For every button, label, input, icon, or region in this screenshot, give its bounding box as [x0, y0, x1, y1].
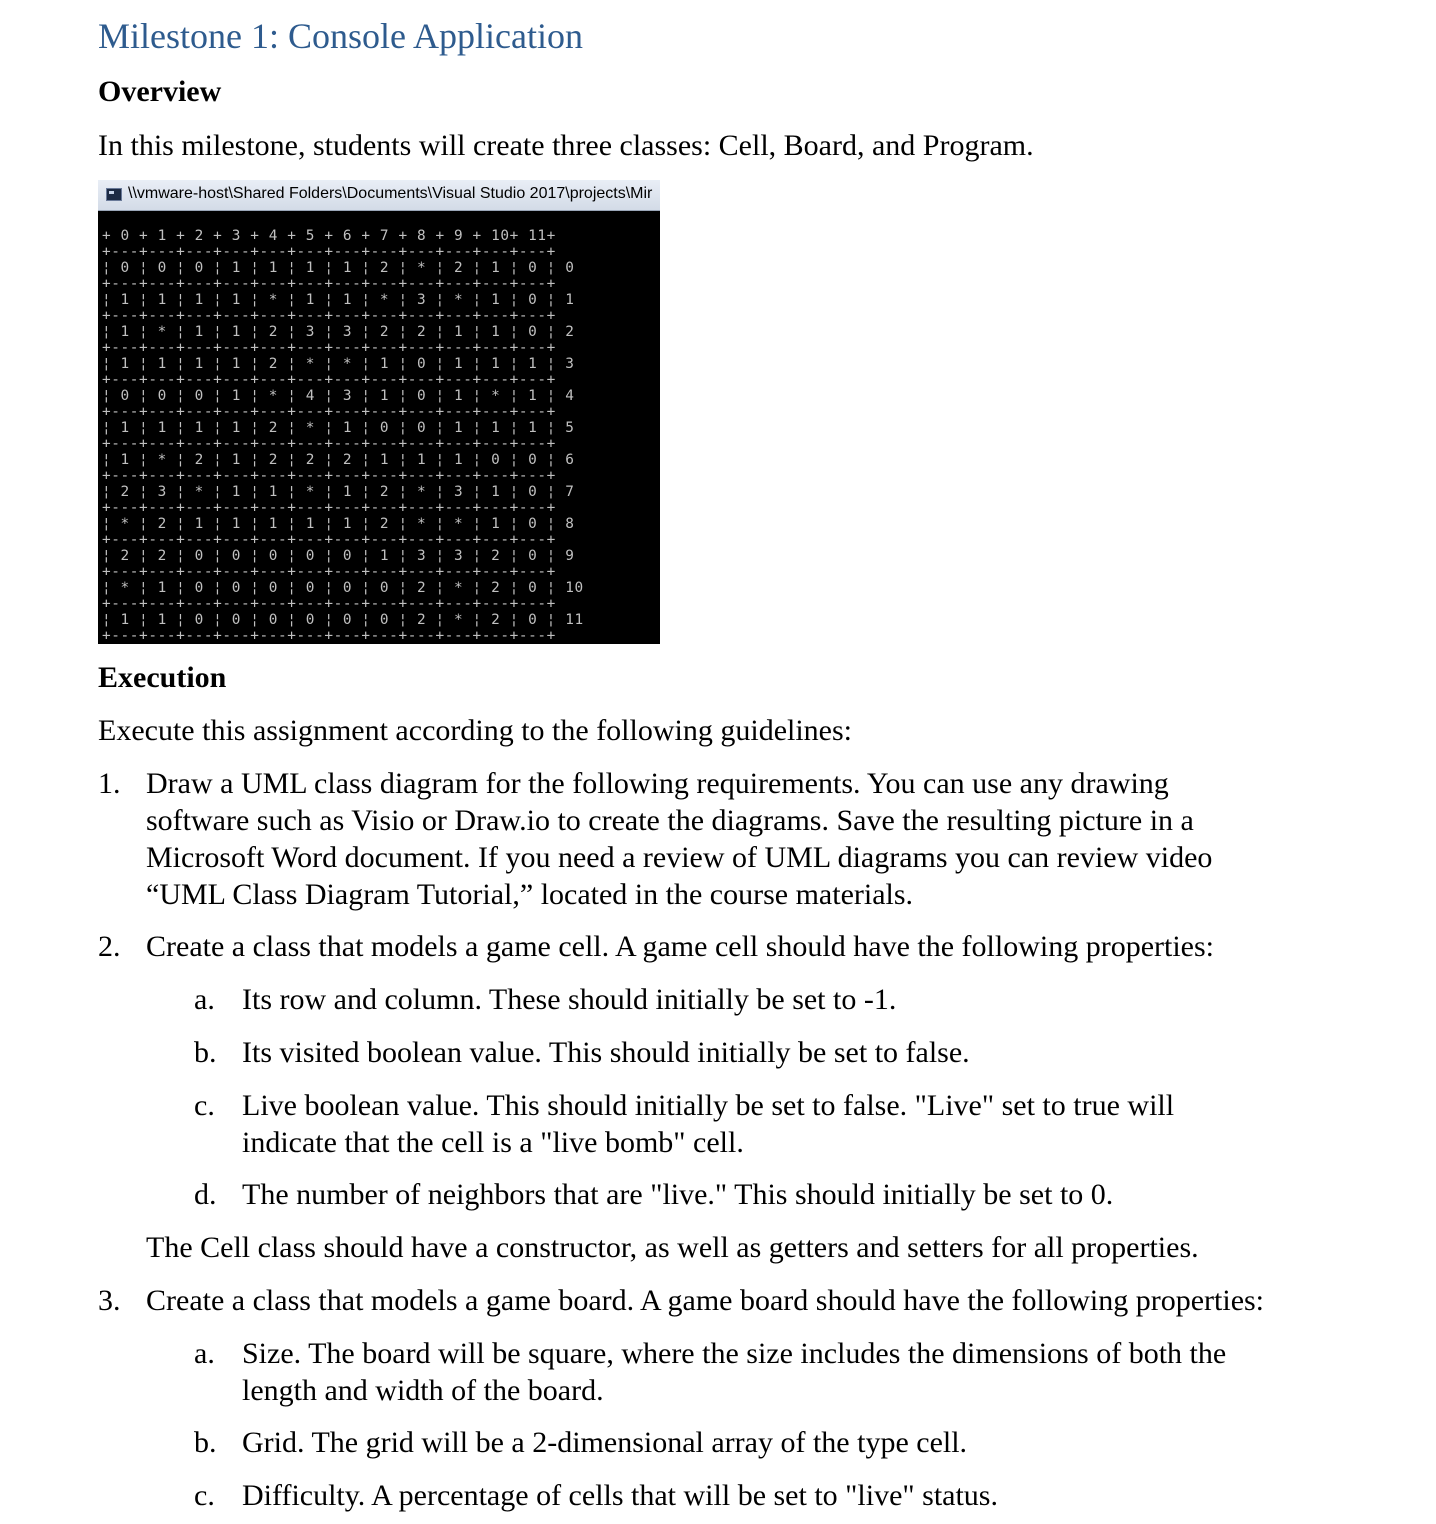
item2-sub-b-line-1: Its visited boolean value. This should initially be set to false. [242, 1036, 970, 1069]
execution-heading: Execution [98, 661, 227, 694]
item2-text: Create a class that models a game cell. A game cell should have the following properties: [146, 930, 1215, 963]
console-titlebar [98, 180, 660, 211]
item2-sub-c-line-1: Live boolean value. This should initially be set to false. "Live" set to true will [242, 1089, 1175, 1122]
item2-sub-d-line-1: The number of neighbors that are "live." This should initially be set to 0. [242, 1178, 1114, 1211]
console-title-path: \\vmware-host\Shared Folders\Documents\Visual Studio 2017\projects\Mir [128, 185, 653, 202]
item3-sub-letter-a: a. [194, 1337, 215, 1370]
console-screenshot [98, 180, 660, 644]
execution-intro: Execute this assignment according to the following guidelines: [98, 714, 852, 747]
page-title: Milestone 1: Console Application [98, 16, 583, 56]
item2-sub-letter-c: c. [194, 1089, 215, 1122]
overview-text: In this milestone, students will create three classes: Cell, Board, and Program. [98, 129, 1034, 162]
console-output: + 0 + 1 + 2 + 3 + 4 + 5 + 6 + 7 + 8 + 9 + 10+ 11+ +---+---+---+---+---+---+---+---+---+---+---+---+ ¦ 0 ¦ 0 ¦ 0 ¦ 1 ¦ 1 ¦ 1 ¦ 1 ¦ 2 ¦ * ¦ 2 ¦ 1 ¦ 0 ¦ 0 +---+---+---+---+---+---+---+---+---+---+---+---+ ¦ 1 ¦ 1 ¦ 1 ¦ 1 ¦ * ¦ 1 ¦ 1 ¦ * ¦ 3 ¦ * ¦ 1 ¦ 0 ¦ 1 +---+---+---+---+---+---+---+---+---+---+---+---+ ¦ 1 ¦ * ¦ 1 ¦ 1 ¦ 2 ¦ 3 ¦ 3 ¦ 2 ¦ 2 ¦ 1 ¦ 1 ¦ 0 ¦ 2 +---+---+---+---+---+---+---+---+---+---+---+---+ ¦ 1 ¦ 1 ¦ 1 ¦ 1 ¦ 2 ¦ * ¦ * ¦ 1 ¦ 0 ¦ 1 ¦ 1 ¦ 1 ¦ 3 +---+---+---+---+---+---+---+---+---+---+---+---+ ¦ 0 ¦ 0 ¦ 0 ¦ 1 ¦ * ¦ 4 ¦ 3 ¦ 1 ¦ 0 ¦ 1 ¦ * ¦ 1 ¦ 4 +---+---+---+---+---+---+---+---+---+---+---+---+ ¦ 1 ¦ 1 ¦ 1 ¦ 1 ¦ 2 ¦ * ¦ 1 ¦ 0 ¦ 0 ¦ 1 ¦ 1 ¦ 1 ¦ 5 +---+---+---+---+---+---+---+---+---+---+---+---+ ¦ 1 ¦ * ¦ 2 ¦ 1 ¦ 2 ¦ 2 ¦ 2 ¦ 1 ¦ 1 ¦ 1 ¦ 0 ¦ 0 ¦ 6 +---+---+---+---+---+---+---+---+---+---+---+---+ ¦ 2 ¦ 3 ¦ * ¦ 1 ¦ 1 ¦ * ¦ 1 ¦ 2 ¦ * ¦ 3 ¦ 1 ¦ 0 ¦ 7 +---+---+---+---+---+---+---+---+---+---+---+---+ ¦ * ¦ 2 ¦ 1 ¦ 1 ¦ 1 ¦ 1 ¦ 1 ¦ 2 ¦ * ¦ * ¦ 1 ¦ 0 ¦ 8 +---+---+---+---+---+---+---+---+---+---+---+---+ ¦ 2 ¦ 2 ¦ 0 ¦ 0 ¦ 0 ¦ 0 ¦ 0 ¦ 1 ¦ 3 ¦ 3 ¦ 2 ¦ 0 ¦ 9 +---+---+---+---+---+---+---+---+---+---+---+---+ ¦ * ¦ 1 ¦ 0 ¦ 0 ¦ 0 ¦ 0 ¦ 0 ¦ 0 ¦ 2 ¦ * ¦ 2 ¦ 0 ¦ 10 +---+---+---+---+---+---+---+---+---+---+---+---+ ¦ 1 ¦ 1 ¦ 0 ¦ 0 ¦ 0 ¦ 0 ¦ 0 ¦ 0 ¦ 2 ¦ * ¦ 2 ¦ 0 ¦ 11 +---+---+---+---+---+---+---+---+---+---+---+---+ [102, 228, 584, 644]
item2-sub-a-line-1: Its row and column. These should initially be set to -1. [242, 983, 897, 1016]
console-app-icon [106, 188, 122, 201]
item3-sub-c-line-1: Difficulty. A percentage of cells that will be set to "live" status. [242, 1479, 998, 1512]
item2-sub-c-line-2: indicate that the cell is a "live bomb" cell. [242, 1126, 744, 1159]
item1-line-4: “UML Class Diagram Tutorial,” located in the course materials. [146, 878, 914, 911]
item3-sub-a-line-1: Size. The board will be square, where the size includes the dimensions of both the [242, 1337, 1227, 1370]
item2-sub-letter-b: b. [194, 1036, 217, 1069]
item1-line-3: Microsoft Word document. If you need a review of UML diagrams you can review video [146, 841, 1213, 874]
item3-sub-b-line-1: Grid. The grid will be a 2-dimensional array of the type cell. [242, 1426, 968, 1459]
item3-sub-a-line-2: length and width of the board. [242, 1374, 604, 1407]
item2-sub-letter-a: a. [194, 983, 215, 1016]
overview-heading: Overview [98, 75, 222, 108]
item3-sub-letter-b: b. [194, 1426, 217, 1459]
list-number-1: 1. [98, 767, 121, 800]
list-number-3: 3. [98, 1284, 121, 1317]
item3-sub-letter-c: c. [194, 1479, 215, 1512]
item1-line-2: software such as Visio or Draw.io to create the diagrams. Save the resulting picture in a [146, 804, 1194, 837]
item2-sub-letter-d: d. [194, 1178, 217, 1211]
item1-line-1: Draw a UML class diagram for the following requirements. You can use any drawing [146, 767, 1169, 800]
item2-note: The Cell class should have a constructor, as well as getters and setters for all properties. [146, 1231, 1199, 1264]
item3-text: Create a class that models a game board. A game board should have the following properties: [146, 1284, 1265, 1317]
list-number-2: 2. [98, 930, 121, 963]
